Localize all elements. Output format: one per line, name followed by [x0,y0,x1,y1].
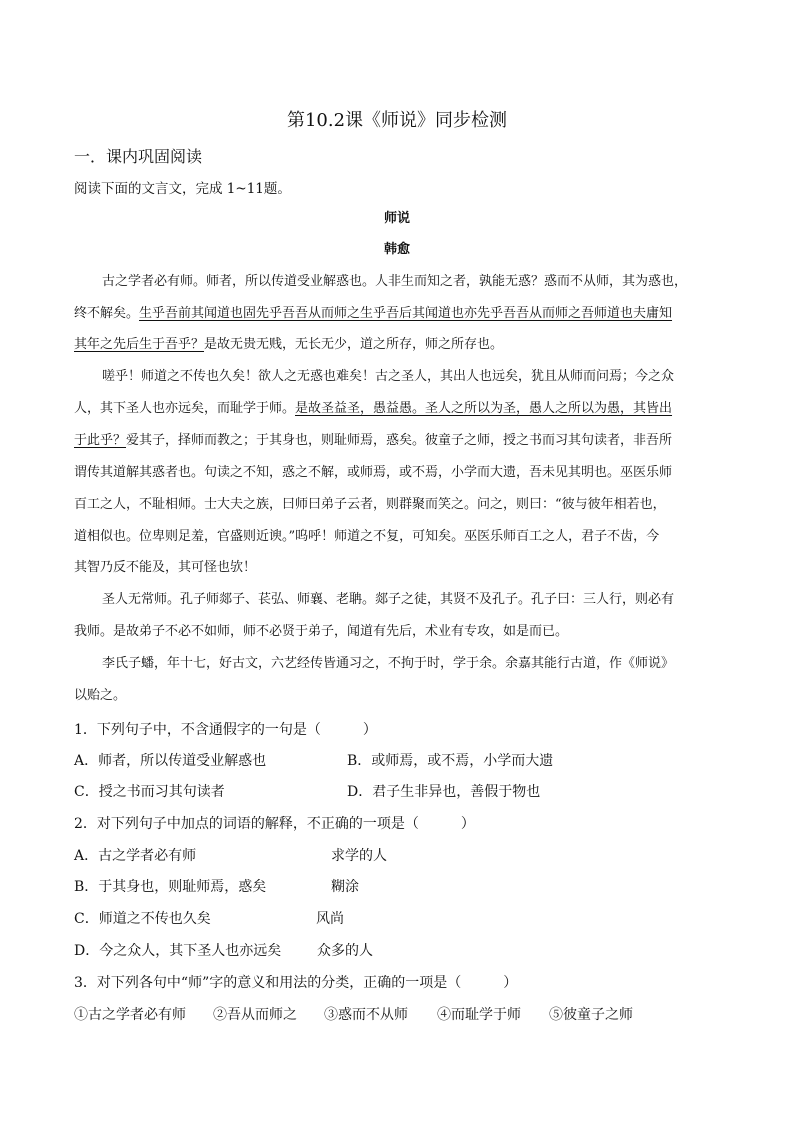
passage-text: 圣人无常师。孔子师郯子、苌弘、师襄、老聃。郯子之徒，其贤不及孔子。孔子曰：三人行，则必有 [102,592,675,607]
passage-author: 韩愈 [383,242,410,257]
passage-text: 其智乃反不能及，其可怪也欤！ [74,560,257,575]
underlined-sentence: 于此乎？ [74,433,127,448]
q3-item-2: ②吾从而师之 [213,1007,297,1023]
passage-line [74,461,672,480]
q3-item-1: ①古之学者必有师 [74,1007,186,1023]
passage-line [74,620,568,639]
instruction-text: 阅读下面的文言文，完成 1~11题。 [74,181,291,197]
section-heading: 一．课内巩固阅读 [74,147,203,166]
passage-line [74,397,672,416]
q2-option-c-gloss: 风尚 [316,911,344,927]
passage-text: 百工之人，不耻相师。士大夫之族，曰师曰弟子云者，则群聚而笑之。问之，则曰：“彼与彼年相若也， [74,497,666,512]
q2-option-c-sentence: C．师道之不传也久矣 [74,911,211,927]
q1-option-b: B．或师焉，或不焉，小学而大遗 [347,753,554,769]
passage-line [74,302,672,321]
passage-text: 我师。是故弟子不必不如师，师不必贤于弟子，闻道有先后，术业有专攻，如是而已。 [74,624,569,639]
q1-option-d: D．君子生非异也，善假于物也 [347,784,541,800]
passage-line [74,525,659,544]
underlined-sentence: 其年之先后生于吾乎？ [74,337,205,352]
passage-text: 谓传其道解其惑者也。句读之不知，惑之不解，或师焉，或不焉，小学而大遗，吾未见其明也。巫医乐师 [74,465,673,480]
passage-line [74,493,666,512]
question-1-stem: 1．下列句子中，不含通假字的一句是（ ） [74,722,377,738]
passage-text: 爱其子，择师而教之；于其身也，则耻师焉，惑矣。彼童子之师，授之书而习其句读者，非吾所 [126,433,673,448]
q3-item-3: ③惑而不从师 [324,1007,408,1023]
passage-line [74,333,503,352]
passage-text: 道相似也。位卑则足羞，官盛则近谀。”呜呼！师道之不复，可知矣。巫医乐师百工之人，君子不齿，今 [74,529,660,544]
passage-text: 人，其下圣人也亦远矣，而耻学于师。 [74,401,296,416]
question-2-stem: 2．对下列句子中加点的词语的解释，不正确的一项是（ ） [74,816,475,832]
passage-text: 古之学者必有师。师者，所以传道受业解惑也。人非生而知之者，孰能无惑？惑而不从师，其为惑也， [102,274,688,289]
passage-line [74,270,687,289]
q2-option-b-sentence: B．于其身也，则耻师焉，惑矣 [74,879,267,895]
passage-text: 李氏子蟠，年十七，好古文，六艺经传皆通习之，不拘于时，学于余。余嘉其能行古道，作《师说》 [102,656,675,671]
underlined-sentence: 生乎吾前其闻道也固先乎吾吾从而师之生乎吾后其闻道也亦先乎吾吾从而师之吾师道也夫庸知 [139,306,673,321]
q2-option-d-gloss: 众多的人 [317,943,373,959]
q1-option-c: C．授之书而习其句读者 [74,784,225,800]
q2-option-a-gloss: 求学的人 [331,848,387,864]
q3-item-5: ⑤彼童子之师 [549,1007,633,1023]
question-3-stem: 3．对下列各句中“师”字的意义和用法的分类，正确的一项是（ ） [74,975,518,991]
passage-line [74,556,256,575]
passage-text: 是故无贵无贱，无长无少，道之所存，师之所存也。 [204,337,504,352]
q2-option-d-sentence: D．今之众人，其下圣人也亦远矣 [74,943,282,959]
passage-title: 师说 [383,211,410,226]
passage-line [74,365,674,384]
underlined-sentence: 是故圣益圣，愚益愚。圣人之所以为圣，愚人之所以为愚，其皆出 [295,401,673,416]
passage-line [74,652,674,671]
passage-line [74,588,674,607]
q1-option-a: A．师者，所以传道受业解惑也 [74,753,267,769]
q2-option-b-gloss: 糊涂 [331,879,359,895]
passage-line [74,684,126,703]
passage-line [74,429,672,448]
passage-text: 终不解矣。 [74,306,140,321]
q3-item-4: ④而耻学于师 [437,1007,521,1023]
page-title: 第10.2课《师说》同步检测 [286,110,508,131]
passage-text: 嗟乎！师道之不传也久矣！欲人之无惑也难矣！古之圣人，其出人也远矣，犹且从师而问焉；今之众 [102,369,675,384]
q2-option-a-sentence: A．古之学者必有师 [74,848,197,864]
passage-text: 以贻之。 [74,688,127,703]
